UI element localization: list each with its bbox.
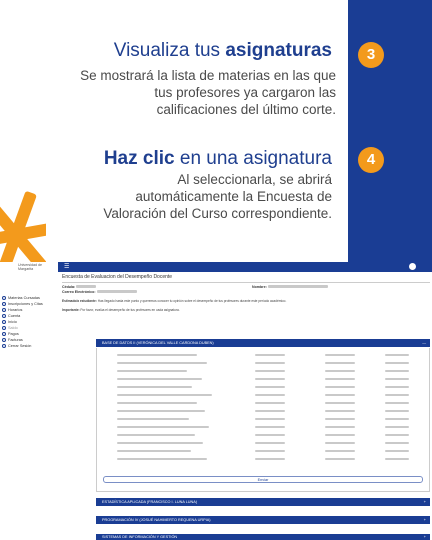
sidebar-item-materias[interactable]: Materias Cursadas	[2, 296, 40, 300]
blue-stripe	[348, 0, 432, 262]
sidebar-item-horarios[interactable]: Horarios	[2, 308, 22, 312]
clock-icon	[2, 308, 6, 312]
intro-paragraph: Estimado/a estudiante: Has llegado hasta este punto y queremos conocer tu opinión sobre el desempeño de tus profesores durante este período académico.	[62, 298, 287, 303]
expand-icon[interactable]: +	[423, 535, 426, 539]
logout-icon	[2, 344, 6, 348]
evaluation-form	[96, 348, 430, 492]
invoice-icon	[2, 338, 6, 342]
calendar-icon	[2, 302, 6, 306]
home-icon	[2, 320, 6, 324]
sidebar-item-inscripciones[interactable]: Inscripciones y Citas	[2, 302, 43, 306]
step4-title: Haz clic en una asignatura	[103, 148, 332, 169]
important-note: Importante: Por favor, evalúa el desempeño de tus profesores en cada asignatura.	[62, 307, 180, 312]
page-title: Encuesta de Evaluacion del Desempeño Docente	[62, 274, 173, 280]
course-panel-estadistica[interactable]: ESTADÍSTICA APLICADA (FRANCISCO I. LUNA LUNA) +	[96, 498, 430, 506]
send-button[interactable]: Enviar	[103, 476, 423, 483]
main-content	[62, 274, 430, 312]
sidebar-item-cerrar-sesion[interactable]: Cerrar Sesión	[2, 344, 31, 348]
step3-description: Se mostrará la lista de materias en las que tus profesores ya cargaron las calificaciones del último corte.	[80, 68, 336, 117]
university-logo: Universidad de Margarita	[18, 263, 42, 271]
course-panel-sistemas[interactable]: SISTEMAS DE INFORMACIÓN Y GESTIÓN +	[96, 534, 430, 540]
payment-icon	[2, 332, 6, 336]
expand-icon[interactable]: +	[423, 518, 426, 522]
book-icon	[2, 296, 6, 300]
collapse-icon[interactable]: —	[422, 341, 426, 345]
student-info: Cédula: Nombre: Correo Electrónico:	[62, 285, 430, 297]
step3-title: Visualiza tus asignaturas	[113, 40, 332, 61]
step3-badge: 3	[358, 42, 384, 68]
course-panel-programacion[interactable]: PROGRAMACIÓN IV (JOSUÉ NAHIMERTO REQUENA URPIA) +	[96, 516, 430, 524]
balance-icon	[2, 326, 6, 330]
app-screenshot	[0, 262, 432, 540]
step4-description: Al seleccionarla, se abrirá automáticamente la Encuesta de Valoración del Curso correspondiente.	[103, 172, 332, 221]
hamburger-icon[interactable]: ☰	[64, 264, 70, 270]
divider	[62, 282, 430, 283]
sidebar-item-saldo[interactable]: Saldo	[2, 326, 18, 330]
sidebar	[0, 262, 58, 540]
sidebar-item-inicio[interactable]: Inicio	[2, 320, 17, 324]
wallet-icon	[2, 314, 6, 318]
sidebar-item-facturas[interactable]: Facturas	[2, 338, 23, 342]
step4-badge: 4	[358, 147, 384, 173]
sidebar-item-cuenta[interactable]: Cuenta	[2, 314, 20, 318]
user-icon[interactable]	[409, 263, 416, 270]
top-bar	[58, 262, 432, 272]
sidebar-item-pagos[interactable]: Pagos	[2, 332, 19, 336]
expand-icon[interactable]: +	[423, 500, 426, 504]
course-panel-base-de-datos[interactable]: BASE DE DATOS II (VERÓNICA DEL VALLE CARDONA DUBEN) —	[96, 339, 430, 347]
